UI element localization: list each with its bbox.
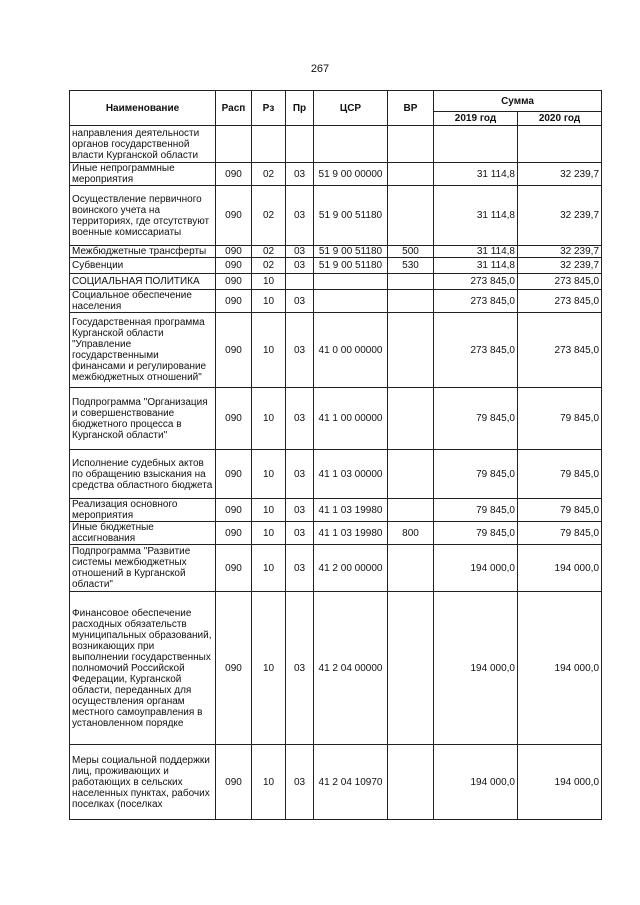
row-name: Осуществление первичного воинского учета на территориях, где отсутствуют военные комиссариаты: [70, 186, 216, 246]
row-vr: 500: [388, 246, 434, 258]
table-row: [70, 246, 602, 258]
row-csr: 41 1 00 00000: [314, 388, 388, 450]
row-amount-2020: 194 000,0: [518, 592, 602, 745]
row-rasp: 090: [216, 163, 252, 186]
header-rasp: Расп: [216, 91, 252, 126]
row-name: Межбюджетные трансферты: [70, 246, 216, 258]
page-number: 267: [310, 63, 330, 75]
row-amount-2020: 79 845,0: [518, 499, 602, 522]
row-csr: 41 2 00 00000: [314, 545, 388, 592]
row-rasp: 090: [216, 388, 252, 450]
table-row: [70, 450, 602, 499]
row-amount-2020: 194 000,0: [518, 545, 602, 592]
row-rasp: 090: [216, 450, 252, 499]
row-rz: 02: [252, 258, 286, 274]
table-row: [70, 313, 602, 388]
row-amount-2019: [434, 126, 518, 163]
row-csr: 41 1 03 19980: [314, 522, 388, 545]
row-rz: 10: [252, 313, 286, 388]
row-amount-2019: 31 114,8: [434, 258, 518, 274]
table-row: [70, 499, 602, 522]
row-rz: 10: [252, 274, 286, 290]
row-amount-2020: 273 845,0: [518, 313, 602, 388]
row-amount-2019: 31 114,8: [434, 186, 518, 246]
row-vr: [388, 499, 434, 522]
row-amount-2019: 273 845,0: [434, 290, 518, 313]
header-rz: Рз: [252, 91, 286, 126]
row-name: Финансовое обеспечение расходных обязательств муниципальных образований, возникающих при выполнении государственных полномочий Российской Федерации, Курганской области, переданных для осуществления органам местного самоуправления в установленном порядке: [70, 592, 216, 745]
row-rz: 10: [252, 290, 286, 313]
row-amount-2020: 79 845,0: [518, 388, 602, 450]
row-vr: [388, 388, 434, 450]
table-row: [70, 745, 602, 820]
row-pr: 03: [286, 545, 314, 592]
table-row: [70, 290, 602, 313]
row-vr: [388, 274, 434, 290]
header-sum: Сумма: [434, 91, 602, 112]
table-row: [70, 388, 602, 450]
row-csr: 51 9 00 00000: [314, 163, 388, 186]
row-rz: 10: [252, 450, 286, 499]
row-pr: 03: [286, 163, 314, 186]
row-amount-2020: 194 000,0: [518, 745, 602, 820]
row-vr: [388, 126, 434, 163]
row-name: Субвенции: [70, 258, 216, 274]
row-rasp: 090: [216, 290, 252, 313]
row-amount-2019: 79 845,0: [434, 522, 518, 545]
row-rz: 02: [252, 246, 286, 258]
row-name: Государственная программа Курганской области "Управление государственными финансами и регулирование межбюджетных отношений": [70, 313, 216, 388]
table-row: [70, 258, 602, 274]
row-csr: [314, 126, 388, 163]
table-row: [70, 592, 602, 745]
row-rasp: 090: [216, 313, 252, 388]
row-csr: 51 9 00 51180: [314, 246, 388, 258]
row-amount-2020: 273 845,0: [518, 274, 602, 290]
table-body: [70, 126, 602, 820]
row-csr: 41 1 03 19980: [314, 499, 388, 522]
row-pr: 03: [286, 258, 314, 274]
row-rz: 02: [252, 186, 286, 246]
row-amount-2020: 273 845,0: [518, 290, 602, 313]
row-csr: [314, 290, 388, 313]
row-rasp: 090: [216, 246, 252, 258]
table-row: [70, 274, 602, 290]
row-csr: 41 1 03 00000: [314, 450, 388, 499]
row-rasp: 090: [216, 499, 252, 522]
row-rasp: 090: [216, 274, 252, 290]
row-name: Реализация основного мероприятия: [70, 499, 216, 522]
table-row: [70, 126, 602, 163]
header-2020: 2020 год: [518, 112, 602, 126]
budget-table: [69, 90, 602, 820]
row-amount-2019: 31 114,8: [434, 163, 518, 186]
row-csr: 41 2 04 10970: [314, 745, 388, 820]
row-vr: [388, 450, 434, 499]
row-rz: 10: [252, 522, 286, 545]
header-2019: 2019 год: [434, 112, 518, 126]
row-vr: [388, 313, 434, 388]
row-amount-2019: 194 000,0: [434, 745, 518, 820]
row-rasp: 090: [216, 592, 252, 745]
row-name: Социальное обеспечение населения: [70, 290, 216, 313]
row-name: СОЦИАЛЬНАЯ ПОЛИТИКА: [70, 274, 216, 290]
row-name: Иные бюджетные ассигнования: [70, 522, 216, 545]
row-amount-2020: [518, 126, 602, 163]
row-csr: 41 0 00 00000: [314, 313, 388, 388]
row-csr: [314, 274, 388, 290]
row-rasp: [216, 126, 252, 163]
row-rasp: 090: [216, 545, 252, 592]
row-csr: 51 9 00 51180: [314, 186, 388, 246]
row-amount-2020: 32 239,7: [518, 246, 602, 258]
header-pr: Пр: [286, 91, 314, 126]
row-amount-2019: 194 000,0: [434, 545, 518, 592]
row-amount-2020: 79 845,0: [518, 450, 602, 499]
row-amount-2019: 273 845,0: [434, 313, 518, 388]
row-vr: [388, 592, 434, 745]
row-rz: [252, 126, 286, 163]
row-name: Подпрограмма "Организация и совершенствование бюджетного процесса в Курганской области": [70, 388, 216, 450]
row-pr: 03: [286, 522, 314, 545]
row-pr: 03: [286, 388, 314, 450]
row-amount-2019: 79 845,0: [434, 450, 518, 499]
table-row: [70, 186, 602, 246]
row-amount-2019: 31 114,8: [434, 246, 518, 258]
row-rasp: 090: [216, 186, 252, 246]
row-amount-2020: 79 845,0: [518, 522, 602, 545]
row-pr: 03: [286, 290, 314, 313]
row-pr: 03: [286, 745, 314, 820]
row-vr: [388, 290, 434, 313]
row-csr: 41 2 04 00000: [314, 592, 388, 745]
row-rz: 10: [252, 745, 286, 820]
row-vr: [388, 545, 434, 592]
row-amount-2019: 273 845,0: [434, 274, 518, 290]
row-vr: 800: [388, 522, 434, 545]
row-rz: 10: [252, 545, 286, 592]
row-pr: [286, 126, 314, 163]
row-rz: 02: [252, 163, 286, 186]
row-name: направления деятельности органов государственной власти Курганской области: [70, 126, 216, 163]
row-pr: 03: [286, 499, 314, 522]
row-name: Меры социальной поддержки лиц, проживающих и работающих в сельских населенных пунктах, рабочих поселках (поселках: [70, 745, 216, 820]
row-pr: 03: [286, 313, 314, 388]
row-amount-2020: 32 239,7: [518, 186, 602, 246]
row-name: Иные непрограммные мероприятия: [70, 163, 216, 186]
table-row: [70, 545, 602, 592]
row-name: Исполнение судебных актов по обращению взыскания на средства областного бюджета: [70, 450, 216, 499]
row-amount-2020: 32 239,7: [518, 258, 602, 274]
row-pr: [286, 274, 314, 290]
table-row: [70, 522, 602, 545]
header-vr: ВР: [388, 91, 434, 126]
row-amount-2019: 79 845,0: [434, 499, 518, 522]
row-rasp: 090: [216, 258, 252, 274]
header-name: Наименование: [70, 91, 216, 126]
row-csr: 51 9 00 51180: [314, 258, 388, 274]
header-csr: ЦСР: [314, 91, 388, 126]
row-rasp: 090: [216, 522, 252, 545]
row-amount-2020: 32 239,7: [518, 163, 602, 186]
row-amount-2019: 194 000,0: [434, 592, 518, 745]
row-pr: 03: [286, 450, 314, 499]
row-rasp: 090: [216, 745, 252, 820]
row-vr: [388, 186, 434, 246]
row-rz: 10: [252, 592, 286, 745]
row-rz: 10: [252, 388, 286, 450]
row-pr: 03: [286, 592, 314, 745]
row-vr: [388, 163, 434, 186]
row-vr: [388, 745, 434, 820]
row-pr: 03: [286, 246, 314, 258]
row-rz: 10: [252, 499, 286, 522]
row-vr: 530: [388, 258, 434, 274]
table-row: [70, 163, 602, 186]
row-amount-2019: 79 845,0: [434, 388, 518, 450]
row-name: Подпрограмма "Развитие системы межбюджетных отношений в Курганской области": [70, 545, 216, 592]
row-pr: 03: [286, 186, 314, 246]
